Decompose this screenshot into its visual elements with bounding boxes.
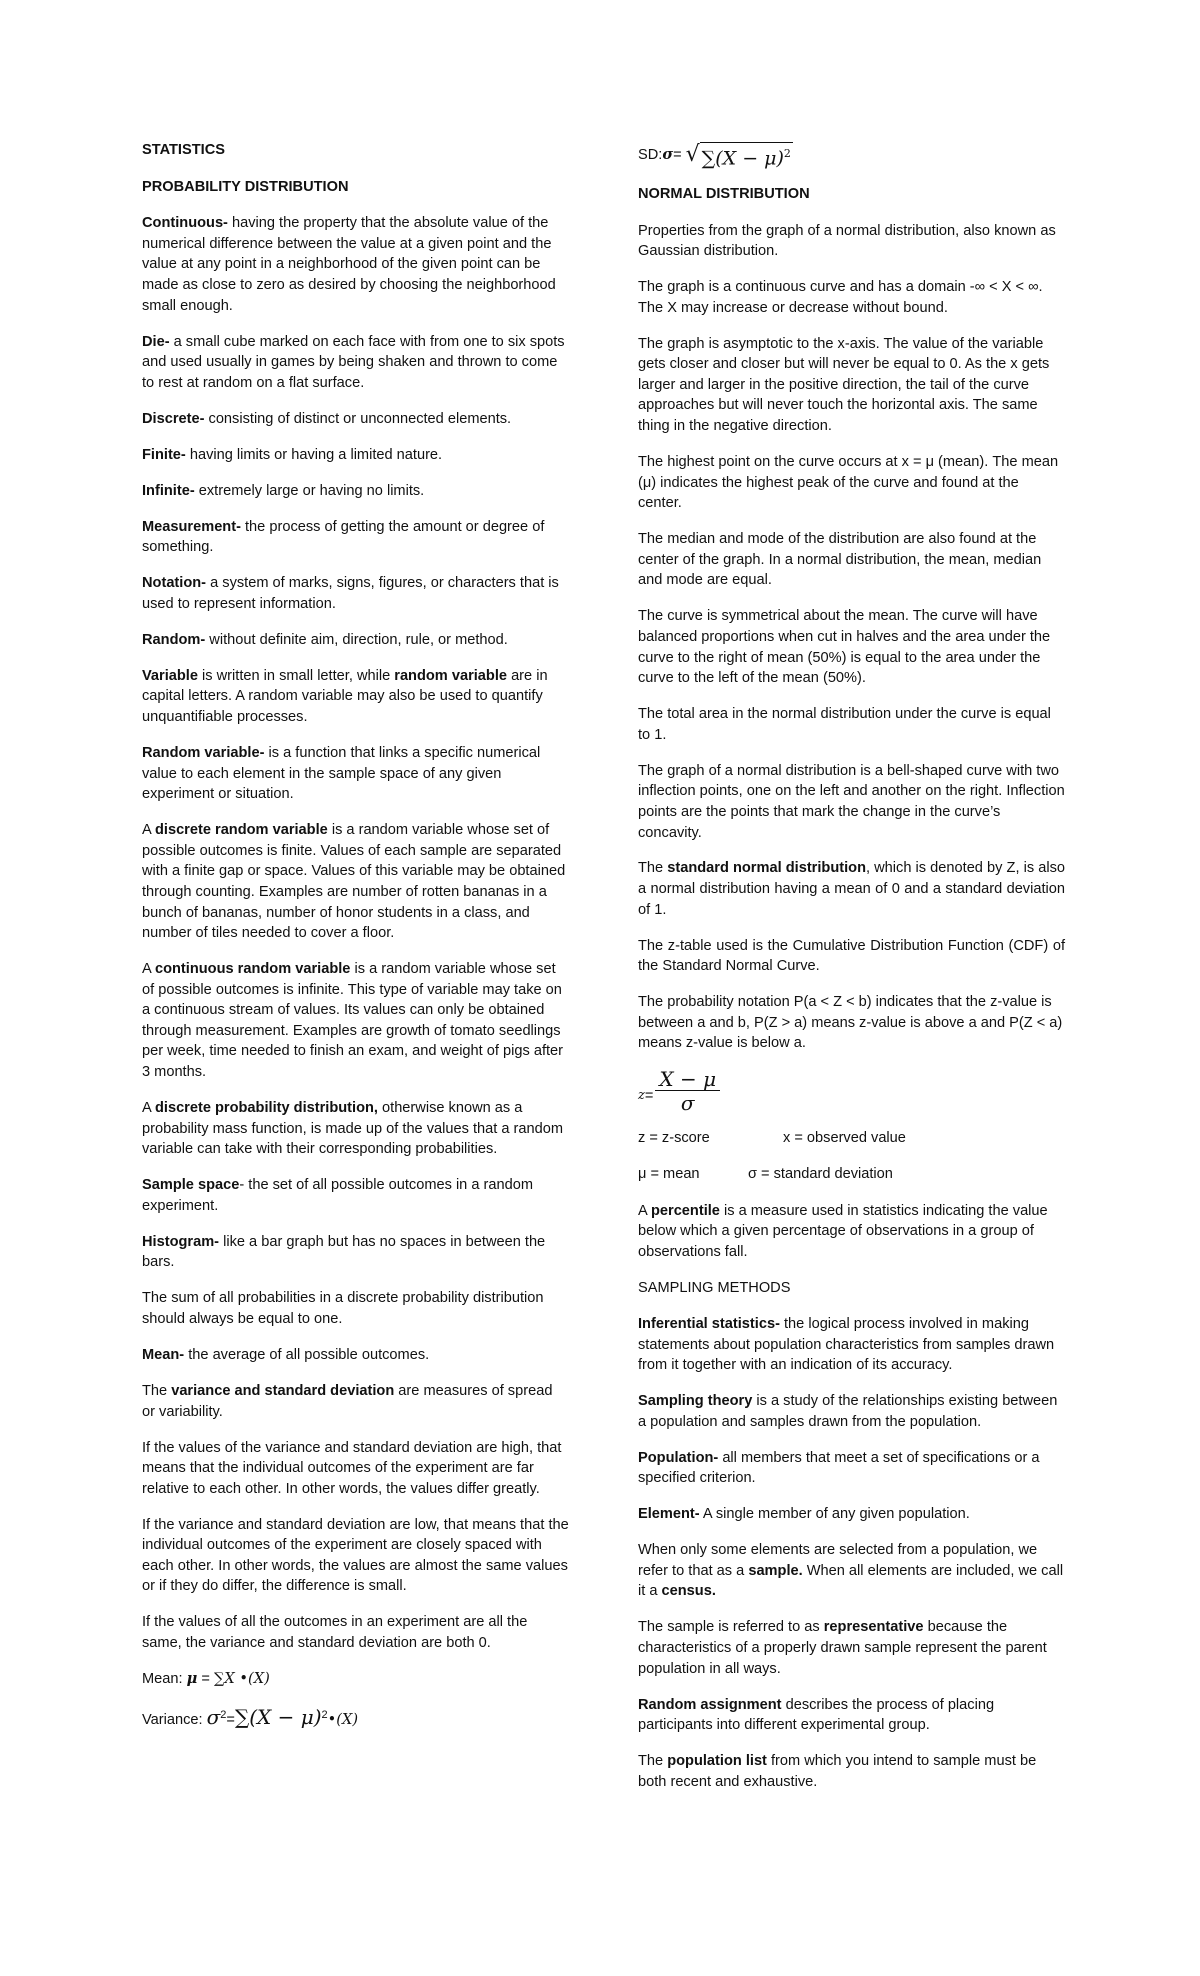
normal-paragraph-2: The graph is a continuous curve and has a domain -∞ < X < ∞. The X may increase or decrease without bound. [638,279,1043,316]
right-column [638,142,1065,1808]
paragraph-same-outcomes: If the values of all the outcomes in an experiment are all the same, the variance and standard deviation are both 0. [142,1614,528,1652]
paragraph-standard-normal: The standard normal distribution, which is denoted by Z, is also a normal distribution having a mean of 0 and a standard deviation of 1. [638,860,1066,918]
normal-paragraph-3: The graph is asymptotic to the x-axis. The value of the variable gets closer and closer but will never be equal to 0. As the x gets larger and larger in the positive direction, the tail of the curve approaches but will never touch the horizontal axis. The same thing in the negative direction. [638,335,1050,435]
paragraph-sample-space: Sample space- the set of all possible outcomes in a random experiment. [142,1177,534,1214]
definition-infinite: Infinite- extremely large or having no limits. [142,482,425,499]
definition-random: Random- without definite aim, direction, rule, or method. [142,631,508,648]
paragraph-random-variable: Random variable- is a function that links a specific numerical value to each element in the sample space of any given experiment or situation. [142,744,541,803]
paragraph-z-table: The z-table used is the Cumulative Distribution Function (CDF) of the Standard Normal Curve. [638,937,1065,975]
paragraph-histogram: Histogram- like a bar graph but has no spaces in between the bars. [142,1233,546,1271]
paragraph-population-list: The population list from which you intend to sample must be both recent and exhaustive. [638,1753,1037,1790]
definition-continuous: Continuous- having the property that the absolute value of the numerical difference between the value at a given point and the value at any point in a neighborhood of the given point can be made as close to zero as desired by choosing the neighborhood small enough. [142,215,556,314]
definition-notation: Notation- a system of marks, signs, figures, or characters that is used to represent information. [142,575,559,612]
normal-paragraph-6: The curve is symmetrical about the mean. The curve will have balanced proportions when cut in halves and the area under the curve to the right of mean (50%) is equal to the area under the curve to the left of the mean (50%). [638,608,1051,687]
z-formula: z = $\frac{X - \mu}{\sigma}$ [638,1069,1065,1113]
sd-formula: SD: σ = √ $\sum(X - \mu)^2$ [638,142,791,170]
paragraph-sum-probabilities: The sum of all probabilities in a discrete probability distribution should always be equal to one. [142,1290,544,1327]
z-definitions-row-1: z = z-score x = observed value [638,1129,906,1146]
normal-paragraph-1: Properties from the graph of a normal distribution, also known as Gaussian distribution. [638,222,1056,260]
paragraph-mean: Mean- the average of all possible outcomes. [142,1346,430,1363]
paragraph-element: Element- A single member of any given population. [638,1506,970,1523]
variance-formula: Variance: $\sigma^2=\sum(X$ − $\mu)^2•(X)$ [142,1704,359,1729]
section-heading-probability: PROBABILITY DISTRIBUTION [142,178,349,195]
z-fraction: $\frac{X - \mu}{\sigma}$ [655,1069,720,1113]
paragraph-variance-sd: The variance and standard deviation are measures of spread or variability. [142,1382,553,1420]
left-column [142,140,569,1746]
section-heading-sampling: SAMPLING METHODS [638,1279,791,1296]
paragraph-population: Population- all members that meet a set of specifications or a specified criterion. [638,1449,1040,1487]
paragraph-random-assignment: Random assignment describes the process of placing participants into different experimental group. [638,1696,995,1734]
paragraph-low-variance: If the variance and standard deviation are low, that means that the individual outcomes of the experiment are closely spaced with each other. In other words, the values are almost the same values or if they do differ, the difference is small. [142,1516,569,1595]
definition-die: Die- a small cube marked on each face with from one to six spots and used usually in games by being shaken and thrown to come to rest at random on a flat surface. [142,333,565,391]
paragraph-sample: When only some elements are selected from a population, we refer to that as a sample. When all elements are included, we call it a census. [638,1542,1064,1600]
paragraph-discrete-probability-distribution: A discrete probability distribution, otherwise known as a probability mass function, is made up of the values that a random variable can take with their corresponding probabilities. [142,1100,564,1158]
normal-paragraph-8: The graph of a normal distribution is a bell-shaped curve with two inflection points, one on the left and another on the right. Inflection points are the points that mark the change in the curve’s concavity. [638,762,1065,841]
paragraph-sampling-theory: Sampling theory is a study of the relationships existing between a population and samples drawn from the population. [638,1393,1058,1430]
paragraph-discrete-random-variable: A discrete random variable is a random variable whose set of possible outcomes is finite. Values of each sample are separated with a finite gap or space. Values of this variable may be obtained through counting. Examples are number of rotten bananas in a bunch of bananas, number of honor students in a class, and number of tiles needed to cover a floor. [142,822,566,942]
definition-measurement: Measurement- the process of getting the amount or degree of something. [142,518,545,556]
paragraph-representative: The sample is referred to as representative because the characteristics of a properly drawn sample represent the parent population in all ways. [638,1619,1047,1677]
normal-paragraph-5: The median and mode of the distribution are also found at the center of the graph. In a normal distribution, the mean, median and mode are equal. [638,531,1042,589]
z-definitions-row-2: μ = mean σ = standard deviation [638,1166,893,1183]
normal-paragraph-7: The total area in the normal distribution under the curve is equal to 1. [638,706,1051,743]
square-root: √ $\sum(X - \mu)^2$ [685,142,791,170]
paragraph-continuous-random-variable: A continuous random variable is a random variable whose set of possible outcomes is infinite. This type of variable may take on a continuous stream of values. Its values can only be obtained through measurement. Examples are growth of tomato seedlings per week, time needed to finish an exam, and weight of pigs after 3 months. [142,961,564,1081]
definition-discrete: Discrete- consisting of distinct or unconnected elements. [142,410,512,427]
section-heading-normal: NORMAL DISTRIBUTION [638,185,810,202]
paragraph-variable: Variable is written in small letter, while random variable are in capital letters. A random variable may also be used to quantify unquantifiable processes. [142,667,548,725]
paragraph-inferential: Inferential statistics- the logical process involved in making statements about population characteristics from samples drawn from it together with an indication of its accuracy. [638,1315,1055,1374]
definition-finite: Finite- having limits or having a limited nature. [142,446,443,463]
paragraph-percentile: A percentile is a measure used in statistics indicating the value below which a given percentage of observations in a group of observations fall. [638,1202,1048,1260]
document-title: STATISTICS [142,142,225,158]
mean-formula: Mean: μ = ∑X •(X) [142,1670,270,1688]
paragraph-probability-notation: The probability notation P(a < Z < b) indicates that the z-value is between a and b, P(Z > a) means z-value is above a and P(Z < a) means z-value is below a. [638,994,1063,1052]
normal-paragraph-4: The highest point on the curve occurs at x = μ (mean). The mean (μ) indicates the highest peak of the curve and found at the center. [638,454,1059,512]
paragraph-high-variance: If the values of the variance and standard deviation are high, that means that the individual outcomes of the experiment are far relative to each other. In other words, the values differ greatly. [142,1439,562,1497]
